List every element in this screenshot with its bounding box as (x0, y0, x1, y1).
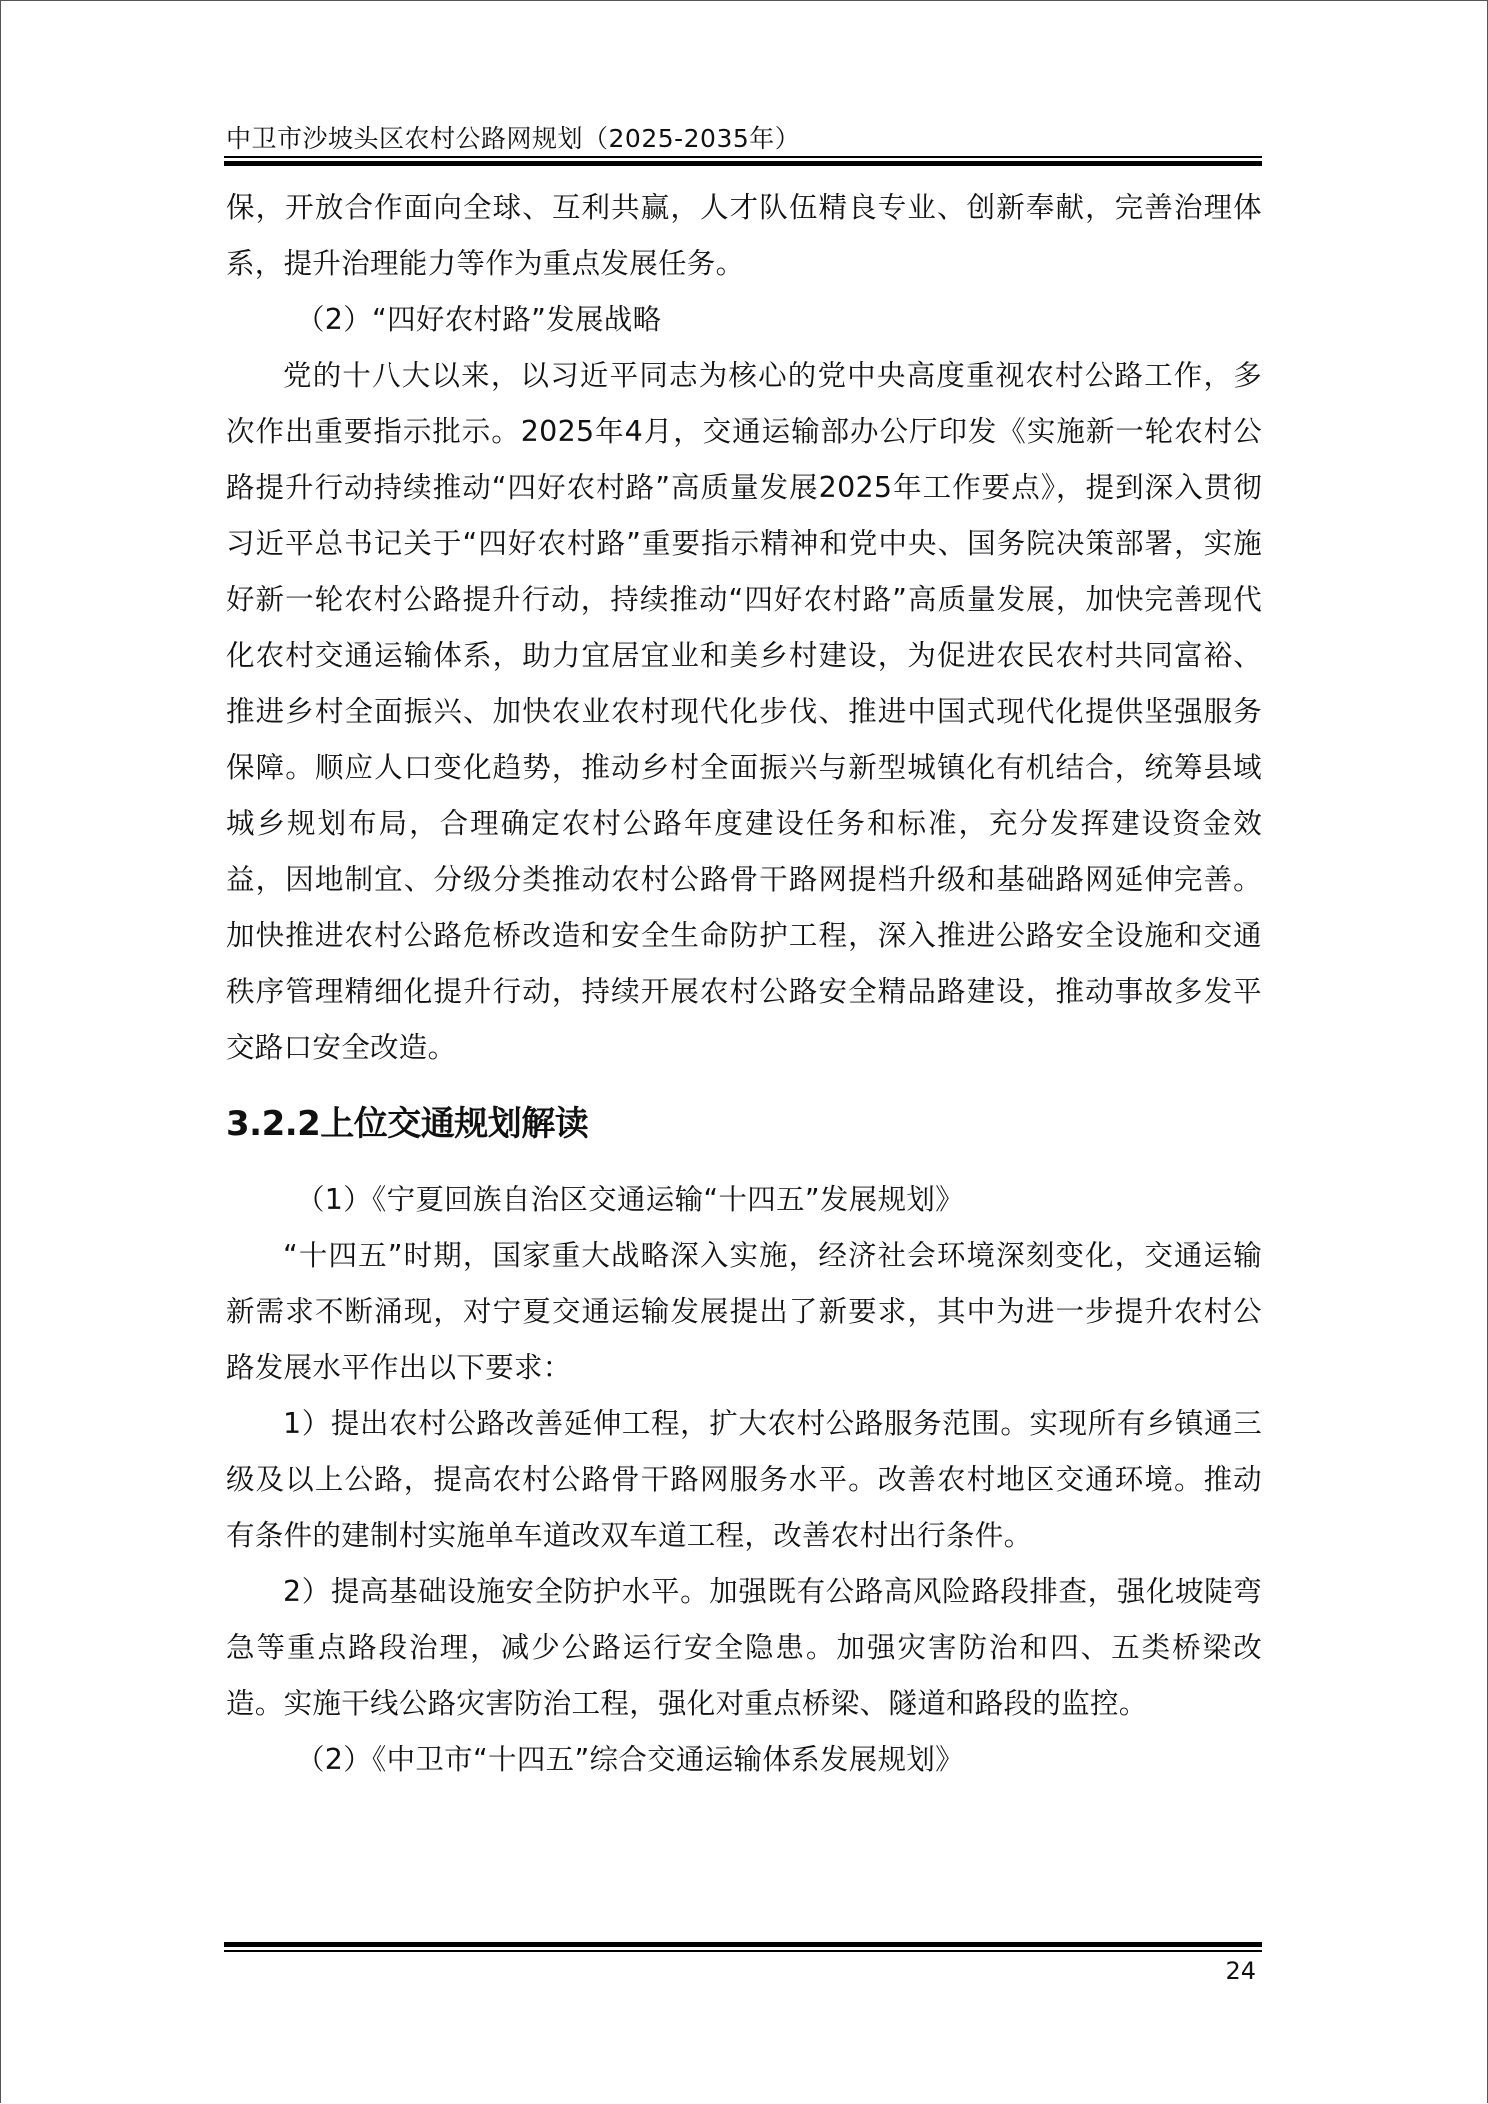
paragraph-fourteenth-five-year: “十四五”时期，国家重大战略深入实施，经济社会环境深刻变化，交通运输新需求不断涌现，对宁夏交通运输发展提出了新要求，其中为进一步提升农村公路发展水平作出以下要求： (226, 1239, 1262, 1384)
paragraph-four-good-roads: 党的十八大以来，以习近平同志为核心的党中央高度重视农村公路工作，多次作出重要指示批示。2025年4月，交通运输部办公厅印发《实施新一轮农村公路提升行动持续推动“四好农村路”高质量发展2025年工作要点》，提到深入贯彻习近平总书记关于“四好农村路”重要指示精神和党中央、国务院决策部署，实施好新一轮农村公路提升行动，持续推动“四好农村路”高质量发展，加快完善现代化农村交通运输体系，助力宜居宜业和美乡村建设，为促进农民农村共同富裕、推进乡村全面振兴、加快农业农村现代化步伐、推进中国式现代化提供坚强服务保障。顺应人口变化趋势，推动乡村全面振兴与新型城镇化有机结合，统筹县域城乡规划布局，合理确定农村公路年度建设任务和标准，充分发挥建设资金效益，因地制宜、分级分类推动农村公路骨干路网提档升级和基础路网延伸完善。加快推进农村公路危桥改造和安全生命防护工程，深入推进公路安全设施和交通秩序管理精细化提升行动，持续开展农村公路安全精品路建设，推动事故多发平交路口安全改造。 (226, 359, 1262, 1064)
document-body (226, 180, 1262, 1788)
section-heading-3-2-2: 3.2.2上位交通规划解读 (226, 1104, 589, 1144)
page-number: 24 (1225, 1957, 1256, 1985)
running-header-title: 中卫市沙坡头区农村公路网规划（2025-2035年） (226, 124, 801, 153)
footer-rule-thin (224, 1950, 1262, 1952)
subheading-ningxia-plan: （1）《宁夏回族自治区交通运输“十四五”发展规划》 (296, 1183, 964, 1216)
footer-rule-thick (224, 1942, 1262, 1947)
paragraph-requirement-2: 2）提高基础设施安全防护水平。加强既有公路高风险路段排查，强化坡陡弯急等重点路段治理，减少公路运行安全隐患。加强灾害防治和四、五类桥梁改造。实施干线公路灾害防治工程，强化对重点桥梁、隧道和路段的监控。 (226, 1575, 1262, 1720)
header-rule-thick (224, 161, 1262, 166)
subheading-zhongwei-plan: （2）《中卫市“十四五”综合交通运输体系发展规划》 (296, 1743, 964, 1776)
paragraph-requirement-1: 1）提出农村公路改善延伸工程，扩大农村公路服务范围。实现所有乡镇通三级及以上公路，提高农村公路骨干路网服务水平。改善农村地区交通环境。推动有条件的建制村实施单车道改双车道工程，改善农村出行条件。 (226, 1407, 1262, 1552)
paragraph-continuation: 保，开放合作面向全球、互利共赢，人才队伍精良专业、创新奉献，完善治理体系，提升治理能力等作为重点发展任务。 (226, 191, 1262, 280)
header-rule-thin (224, 156, 1262, 158)
subheading-four-good-roads-strategy: （2）“四好农村路”发展战略 (296, 303, 662, 336)
